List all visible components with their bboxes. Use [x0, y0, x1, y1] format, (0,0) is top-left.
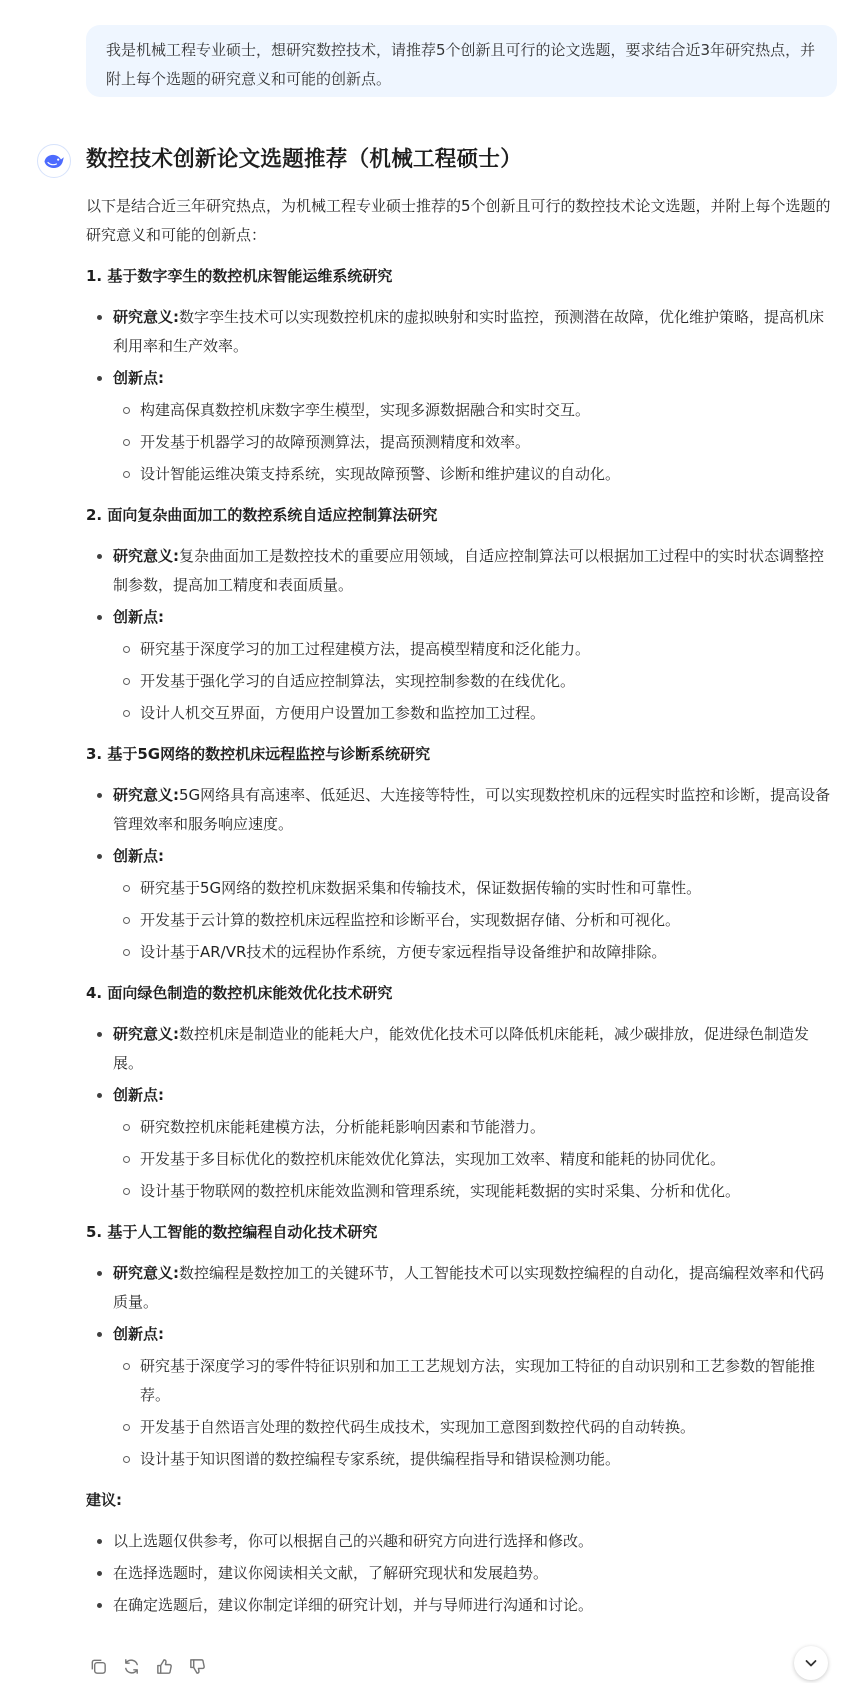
innovation-point: 研究基于深度学习的零件特征识别和加工工艺规划方法，实现加工特征的自动识别和工艺参数的智能推荐。: [113, 1352, 831, 1410]
innovation-point: 开发基于云计算的数控机床远程监控和诊断平台，实现数据存储、分析和可视化。: [113, 906, 831, 935]
topic-heading: 5. 基于人工智能的数控编程自动化技术研究: [86, 1223, 378, 1241]
significance-item: [86, 781, 831, 839]
significance-text: 数字孪生技术可以实现数控机床的虚拟映射和实时监控，预测潜在故障，优化维护策略，提高机床利用率和生产效率。: [113, 308, 825, 355]
advice-list: [86, 1527, 831, 1620]
innovation-point: 开发基于自然语言处理的数控代码生成技术，实现加工意图到数控代码的自动转换。: [113, 1413, 831, 1442]
significance-text: 数控编程是数控加工的关键环节，人工智能技术可以实现数控编程的自动化，提高编程效率和代码质量。: [113, 1264, 825, 1311]
innovation-label: 创新点:: [113, 847, 164, 865]
topic-bullets: [86, 542, 831, 728]
innovation-point: 研究基于5G网络的数控机床数据采集和传输技术，保证数据传输的实时性和可靠性。: [113, 874, 831, 903]
advice-item: 以上选题仅供参考，你可以根据自己的兴趣和研究方向进行选择和修改。: [86, 1527, 831, 1556]
topic-heading: 4. 面向绿色制造的数控机床能效优化技术研究: [86, 984, 393, 1002]
innovation-point: 研究基于深度学习的加工过程建模方法，提高模型精度和泛化能力。: [113, 635, 831, 664]
copy-button[interactable]: [86, 1654, 110, 1678]
significance-item: [86, 1020, 831, 1078]
innovation-label: 创新点:: [113, 369, 164, 387]
dislike-button[interactable]: [185, 1654, 209, 1678]
innovation-item: [86, 1320, 831, 1474]
like-button[interactable]: [152, 1654, 176, 1678]
innovation-list: [113, 635, 831, 728]
advice-heading: 建议:: [86, 1491, 122, 1509]
innovation-point: 设计智能运维决策支持系统，实现故障预警、诊断和维护建议的自动化。: [113, 460, 831, 489]
innovation-label: 创新点:: [113, 1086, 164, 1104]
innovation-list: [113, 396, 831, 489]
significance-label: 研究意义:: [113, 786, 179, 804]
innovation-point: 构建高保真数控机床数字孪生模型，实现多源数据融合和实时交互。: [113, 396, 831, 425]
chevron-down-icon: [803, 1655, 819, 1671]
topic-bullets: [86, 1020, 831, 1206]
thumbs-down-icon: [188, 1657, 207, 1676]
significance-label: 研究意义:: [113, 547, 179, 565]
regenerate-icon: [122, 1657, 141, 1676]
deepseek-whale-icon: [42, 149, 66, 173]
innovation-point: 研究数控机床能耗建模方法，分析能耗影响因素和节能潜力。: [113, 1113, 831, 1142]
message-toolbar: [86, 1654, 209, 1678]
innovation-item: [86, 842, 831, 967]
topic-heading: 3. 基于5G网络的数控机床远程监控与诊断系统研究: [86, 745, 431, 763]
thumbs-up-icon: [155, 1657, 174, 1676]
innovation-point: 设计基于物联网的数控机床能效监测和管理系统，实现能耗数据的实时采集、分析和优化。: [113, 1177, 831, 1206]
assistant-answer: [86, 140, 831, 1623]
scroll-to-bottom-button[interactable]: [794, 1646, 828, 1680]
innovation-item: [86, 364, 831, 489]
innovation-point: 开发基于强化学习的自适应控制算法，实现控制参数的在线优化。: [113, 667, 831, 696]
significance-item: [86, 1259, 831, 1317]
significance-label: 研究意义:: [113, 1025, 179, 1043]
topic-heading: 1. 基于数字孪生的数控机床智能运维系统研究: [86, 267, 393, 285]
significance-label: 研究意义:: [113, 308, 179, 326]
topic-section: [86, 262, 831, 489]
innovation-label: 创新点:: [113, 1325, 164, 1343]
topic-bullets: [86, 781, 831, 967]
innovation-point: 开发基于机器学习的故障预测算法，提高预测精度和效率。: [113, 428, 831, 457]
innovation-item: [86, 603, 831, 728]
innovation-point: 设计人机交互界面，方便用户设置加工参数和监控加工过程。: [113, 699, 831, 728]
significance-text: 5G网络具有高速率、低延迟、大连接等特性，可以实现数控机床的远程实时监控和诊断，提高设备管理效率和服务响应速度。: [113, 786, 831, 833]
significance-text: 复杂曲面加工是数控技术的重要应用领域，自适应控制算法可以根据加工过程中的实时状态调整控制参数，提高加工精度和表面质量。: [113, 547, 825, 594]
regenerate-button[interactable]: [119, 1654, 143, 1678]
answer-title: 数控技术创新论文选题推荐（机械工程硕士）: [86, 147, 523, 172]
topic-section: [86, 501, 831, 728]
innovation-point: 开发基于多目标优化的数控机床能效优化算法，实现加工效率、精度和能耗的协同优化。: [113, 1145, 831, 1174]
innovation-list: [113, 1113, 831, 1206]
user-message-bubble: [86, 25, 837, 97]
topic-list: [86, 262, 831, 1474]
topic-section: [86, 740, 831, 967]
advice-item: 在确定选题后，建议你制定详细的研究计划，并与导师进行沟通和讨论。: [86, 1591, 831, 1620]
innovation-item: [86, 1081, 831, 1206]
answer-intro: 以下是结合近三年研究热点，为机械工程专业硕士推荐的5个创新且可行的数控技术论文选题，并附上每个选题的研究意义和可能的创新点：: [86, 197, 831, 244]
significance-item: [86, 542, 831, 600]
innovation-label: 创新点:: [113, 608, 164, 626]
innovation-point: 设计基于AR/VR技术的远程协作系统，方便专家远程指导设备维护和故障排除。: [113, 938, 831, 967]
innovation-list: [113, 1352, 831, 1474]
significance-item: [86, 303, 831, 361]
topic-heading: 2. 面向复杂曲面加工的数控系统自适应控制算法研究: [86, 506, 438, 524]
user-message-text: 我是机械工程专业硕士，想研究数控技术，请推荐5个创新且可行的论文选题，要求结合近3年研究热点，并附上每个选题的研究意义和可能的创新点。: [106, 41, 816, 88]
assistant-avatar: [37, 144, 71, 178]
innovation-list: [113, 874, 831, 967]
significance-text: 数控机床是制造业的能耗大户，能效优化技术可以降低机床能耗，减少碳排放，促进绿色制造发展。: [113, 1025, 810, 1072]
topic-bullets: [86, 303, 831, 489]
copy-icon: [89, 1657, 108, 1676]
topic-section: [86, 1218, 831, 1474]
topic-section: [86, 979, 831, 1206]
topic-bullets: [86, 1259, 831, 1474]
advice-item: 在选择选题时，建议你阅读相关文献，了解研究现状和发展趋势。: [86, 1559, 831, 1588]
significance-label: 研究意义:: [113, 1264, 179, 1282]
innovation-point: 设计基于知识图谱的数控编程专家系统，提供编程指导和错误检测功能。: [113, 1445, 831, 1474]
